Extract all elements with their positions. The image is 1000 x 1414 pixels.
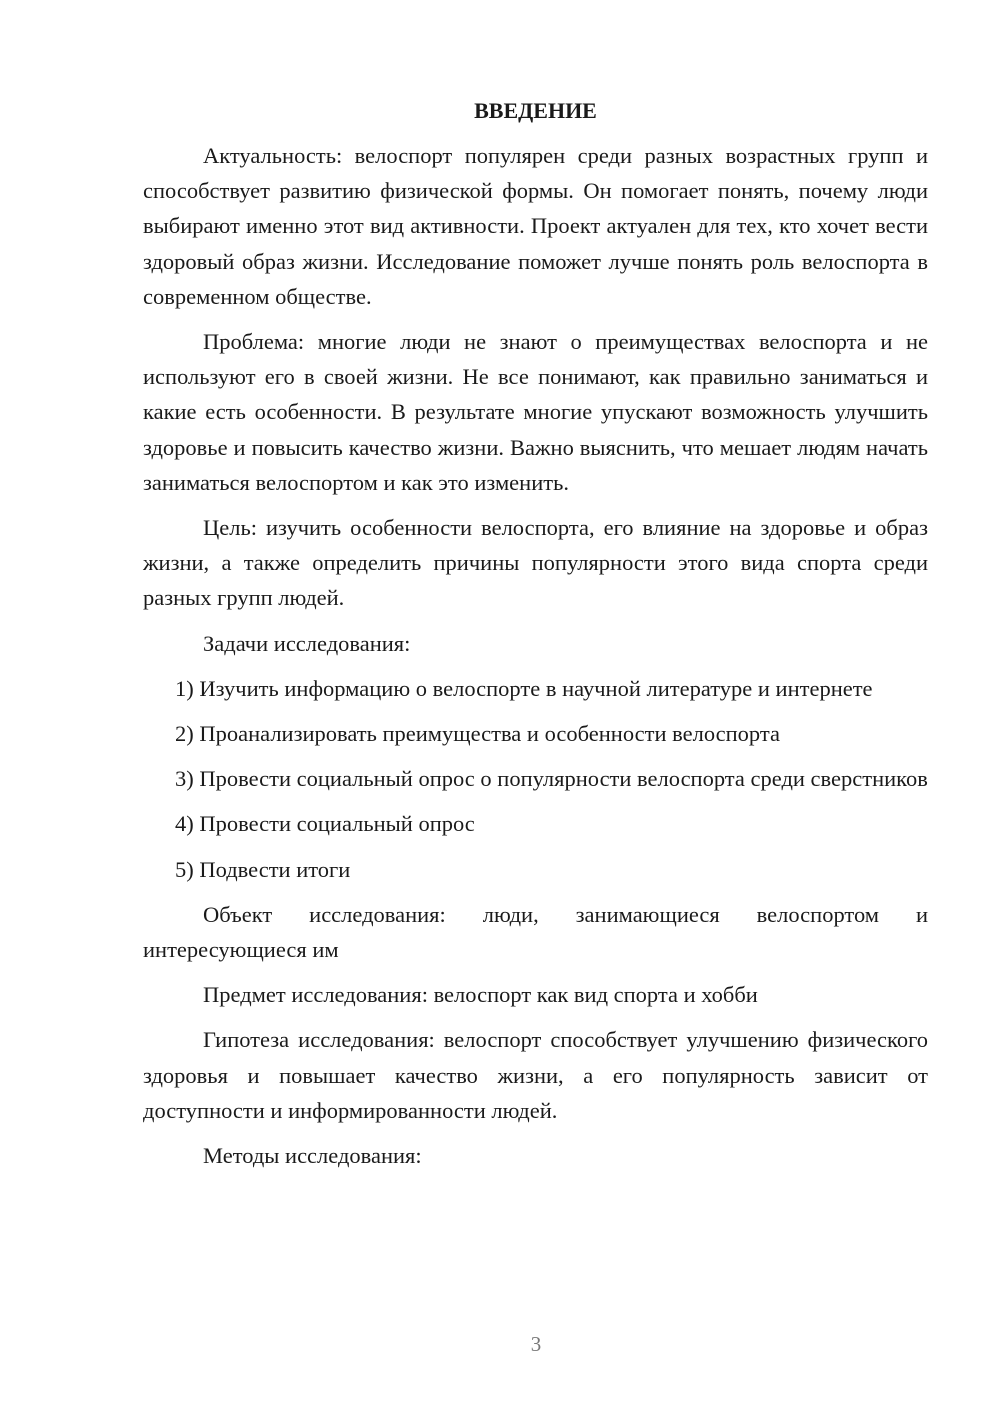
task-item-4: 4) Провести социальный опрос xyxy=(175,811,475,837)
document-page xyxy=(143,93,928,1183)
task-item-1: 1) Изучить информацию о велоспорте в научной литературе и интернете xyxy=(175,675,873,701)
task-item-3: 3) Провести социальный опрос о популярности велоспорта среди сверстников xyxy=(175,766,928,792)
object-paragraph: Объект исследования: люди, занимающиеся велоспортом и интересующиеся им xyxy=(143,901,928,963)
subject-paragraph: Предмет исследования: велоспорт как вид спорта и хобби xyxy=(203,982,758,1008)
hypothesis-paragraph: Гипотеза исследования: велоспорт способствует улучшению физического здоровья и повышает качество жизни, а его популярность зависит от доступности и информированности людей. xyxy=(143,1027,928,1123)
page-title: ВВЕДЕНИЕ xyxy=(474,98,597,123)
page-number: 3 xyxy=(530,1332,542,1356)
task-item-5: 5) Подвести итоги xyxy=(175,856,351,882)
task-item-2: 2) Проанализировать преимущества и особенности велоспорта xyxy=(175,721,780,747)
tasks-title: Задачи исследования: xyxy=(203,630,411,656)
methods-title: Методы исследования: xyxy=(203,1143,422,1169)
problem-paragraph: Проблема: многие люди не знают о преимуществах велоспорта и не используют его в своей жизни. Не все понимают, как правильно заниматься и какие есть особенности. В результате многие упускают возможность улучшить здоровье и повысить качество жизни. Важно выяснить, что мешает людям начать заниматься велоспортом и как это изменить. xyxy=(143,329,928,495)
relevance-paragraph: Актуальность: велоспорт популярен среди разных возрастных групп и способствует развитию физической формы. Он помогает понять, почему люди выбирают именно этот вид активности. Проект актуален для тех, кто хочет вести здоровый образ жизни. Исследование поможет лучше понять роль велоспорта в современном обществе. xyxy=(143,143,928,309)
goal-paragraph: Цель: изучить особенности велоспорта, его влияние на здоровье и образ жизни, а также определить причины популярности этого вида спорта среди разных групп людей. xyxy=(143,515,928,611)
